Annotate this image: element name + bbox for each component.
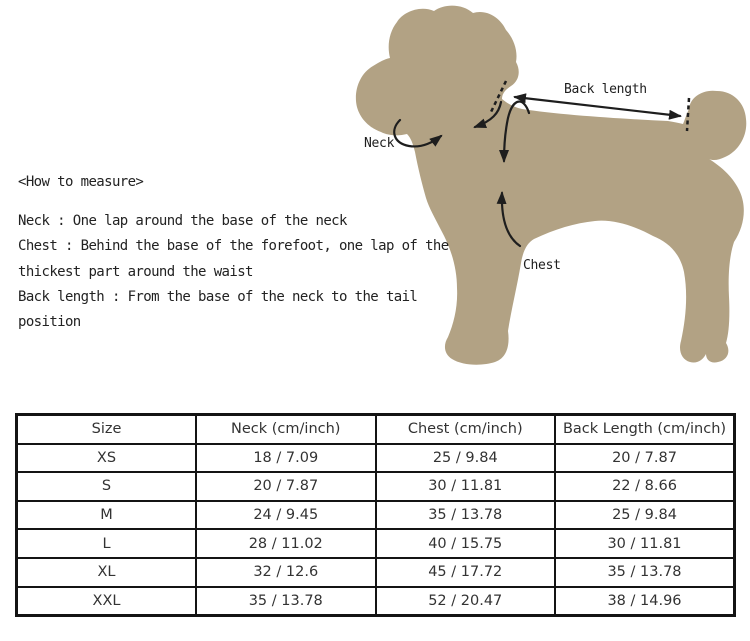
instruction-line-back-length: Back length : From the base of the neck to the tail (18, 288, 418, 305)
cell-chest: 25 / 9.84 (376, 444, 556, 473)
cell-neck: 18 / 7.09 (196, 444, 376, 473)
neck-label: Neck (364, 136, 395, 151)
col-header-neck: Neck (cm/inch) (196, 415, 376, 444)
cell-size: L (17, 529, 197, 558)
size-table (15, 413, 736, 617)
cell-neck: 20 / 7.87 (196, 472, 376, 501)
instruction-line-neck: Neck : One lap around the base of the neck (18, 213, 347, 229)
cell-back-length: 38 / 14.96 (555, 587, 735, 616)
cell-chest: 35 / 13.78 (376, 501, 556, 530)
cell-back-length: 20 / 7.87 (555, 444, 735, 473)
cell-chest: 52 / 20.47 (376, 587, 556, 616)
cell-back-length: 30 / 11.81 (555, 529, 735, 558)
table-row-xxl (17, 587, 735, 616)
col-header-size: Size (17, 415, 197, 444)
cell-chest: 45 / 17.72 (376, 558, 556, 587)
cell-size: XL (17, 558, 197, 587)
cell-neck: 35 / 13.78 (196, 587, 376, 616)
cell-chest: 30 / 11.81 (376, 472, 556, 501)
cell-neck: 24 / 9.45 (196, 501, 376, 530)
col-header-chest: Chest (cm/inch) (376, 415, 556, 444)
table-row-xl (17, 558, 735, 587)
cell-neck: 28 / 11.02 (196, 529, 376, 558)
cell-size: S (17, 472, 197, 501)
table-row-xs (17, 444, 735, 473)
instruction-line-back-length-cont: position (18, 314, 81, 331)
how-to-measure-title: <How to measure> (18, 174, 144, 190)
chest-label: Chest (523, 258, 561, 273)
table-row-s (17, 472, 735, 501)
cell-size: XXL (17, 587, 197, 616)
back-length-label: Back length (564, 82, 647, 97)
cell-back-length: 22 / 8.66 (555, 472, 735, 501)
col-header-back-length: Back Length (cm/inch) (555, 415, 735, 444)
how-to-measure-block (18, 170, 458, 335)
cell-back-length: 35 / 13.78 (555, 558, 735, 587)
instruction-line-chest: Chest : Behind the base of the forefoot, one lap of the (18, 238, 449, 255)
table-header-row (17, 415, 735, 444)
cell-neck: 32 / 12.6 (196, 558, 376, 587)
table-row-l (17, 529, 735, 558)
cell-size: XS (17, 444, 197, 473)
instruction-line-chest-cont: thickest part around the waist (18, 263, 253, 280)
cell-size: M (17, 501, 197, 530)
cell-back-length: 25 / 9.84 (555, 501, 735, 530)
cell-chest: 40 / 15.75 (376, 529, 556, 558)
table-row-m (17, 501, 735, 530)
